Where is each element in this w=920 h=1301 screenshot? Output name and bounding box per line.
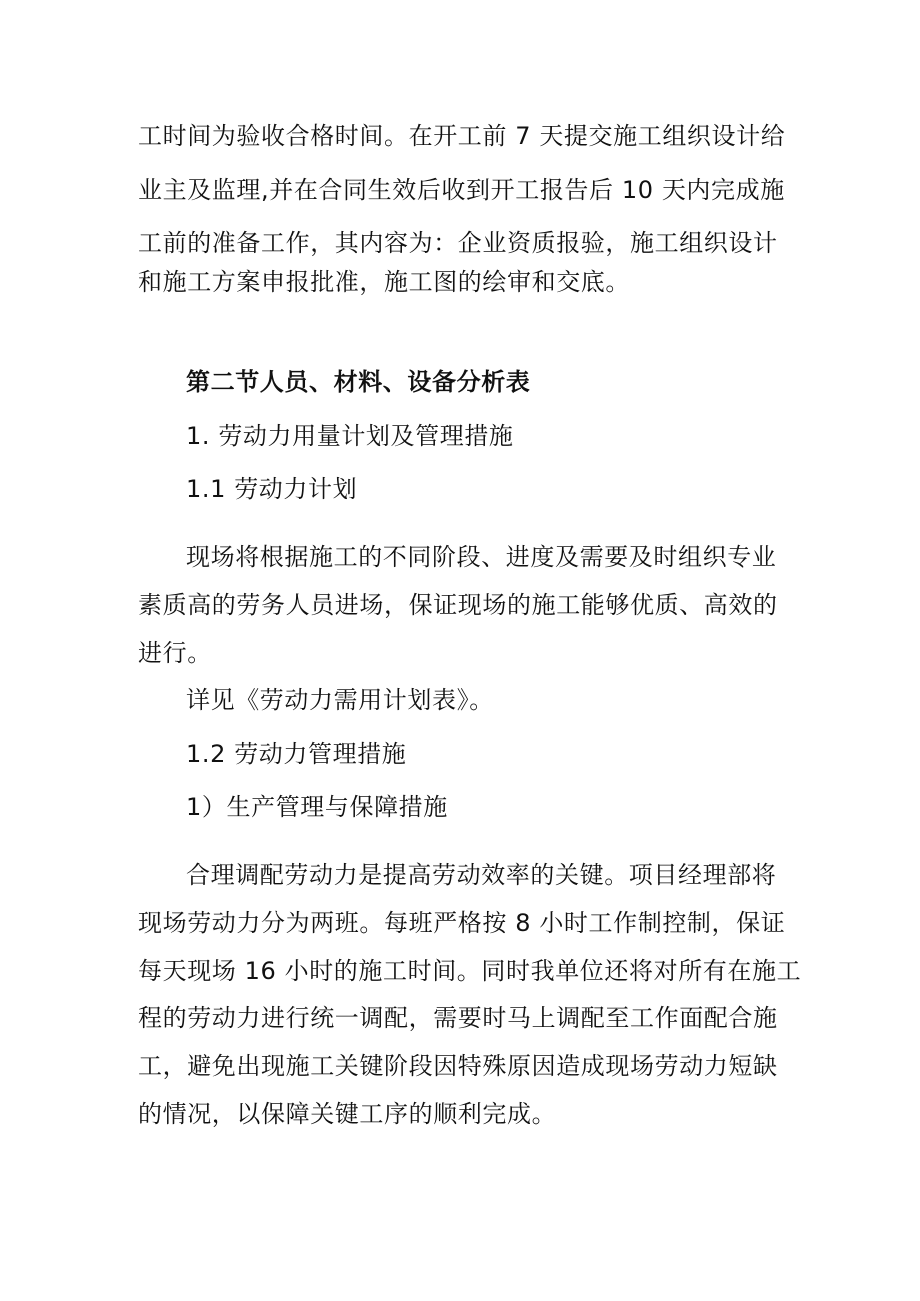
paragraph-4-line-3: 每天现场 16 小时的施工时间。同时我单位还将对所有在施工 [138, 957, 802, 985]
heading-1-2: 1.2 劳动力管理措施 [186, 740, 407, 768]
section-title: 第二节人员、材料、设备分析表 [186, 368, 531, 396]
paragraph-4-line-6: 的情况，以保障关键工序的顺利完成。 [138, 1100, 557, 1128]
paragraph-4-line-1: 合理调配劳动力是提高劳动效率的关键。项目经理部将 [186, 861, 777, 889]
paragraph-2-line-3: 进行。 [138, 639, 212, 667]
paragraph-2-line-2: 素质高的劳务人员进场，保证现场的施工能够优质、高效的 [138, 591, 778, 619]
paragraph-1-line-3: 工前的准备工作，其内容为：企业资质报验，施工组织设计 [138, 229, 778, 257]
heading-1-1: 1.1 劳动力计划 [186, 475, 358, 503]
paragraph-4-line-2: 现场劳动力分为两班。每班严格按 8 小时工作制控制，保证 [138, 909, 786, 937]
paragraph-1-line-1: 工时间为验收合格时间。在开工前 7 天提交施工组织设计给 [138, 122, 786, 150]
paragraph-4-line-4: 程的劳动力进行统一调配，需要时马上调配至工作面配合施 [138, 1004, 778, 1032]
heading-1: 1. 劳动力用量计划及管理措施 [186, 422, 514, 450]
paragraph-4-line-5: 工，避免出现施工关键阶段因特殊原因造成现场劳动力短缺 [138, 1052, 778, 1080]
paragraph-1-line-4: 和施工方案申报批准，施工图的绘审和交底。 [138, 268, 630, 296]
paragraph-1-line-2: 业主及监理,并在合同生效后收到开工报告后 10 天内完成施 [138, 176, 785, 204]
paragraph-2-line-1: 现场将根据施工的不同阶段、进度及需要及时组织专业 [186, 543, 777, 571]
paragraph-3: 详见《劳动力需用计划表》。 [186, 686, 494, 714]
heading-1-2-1: 1）生产管理与保障措施 [186, 793, 448, 821]
